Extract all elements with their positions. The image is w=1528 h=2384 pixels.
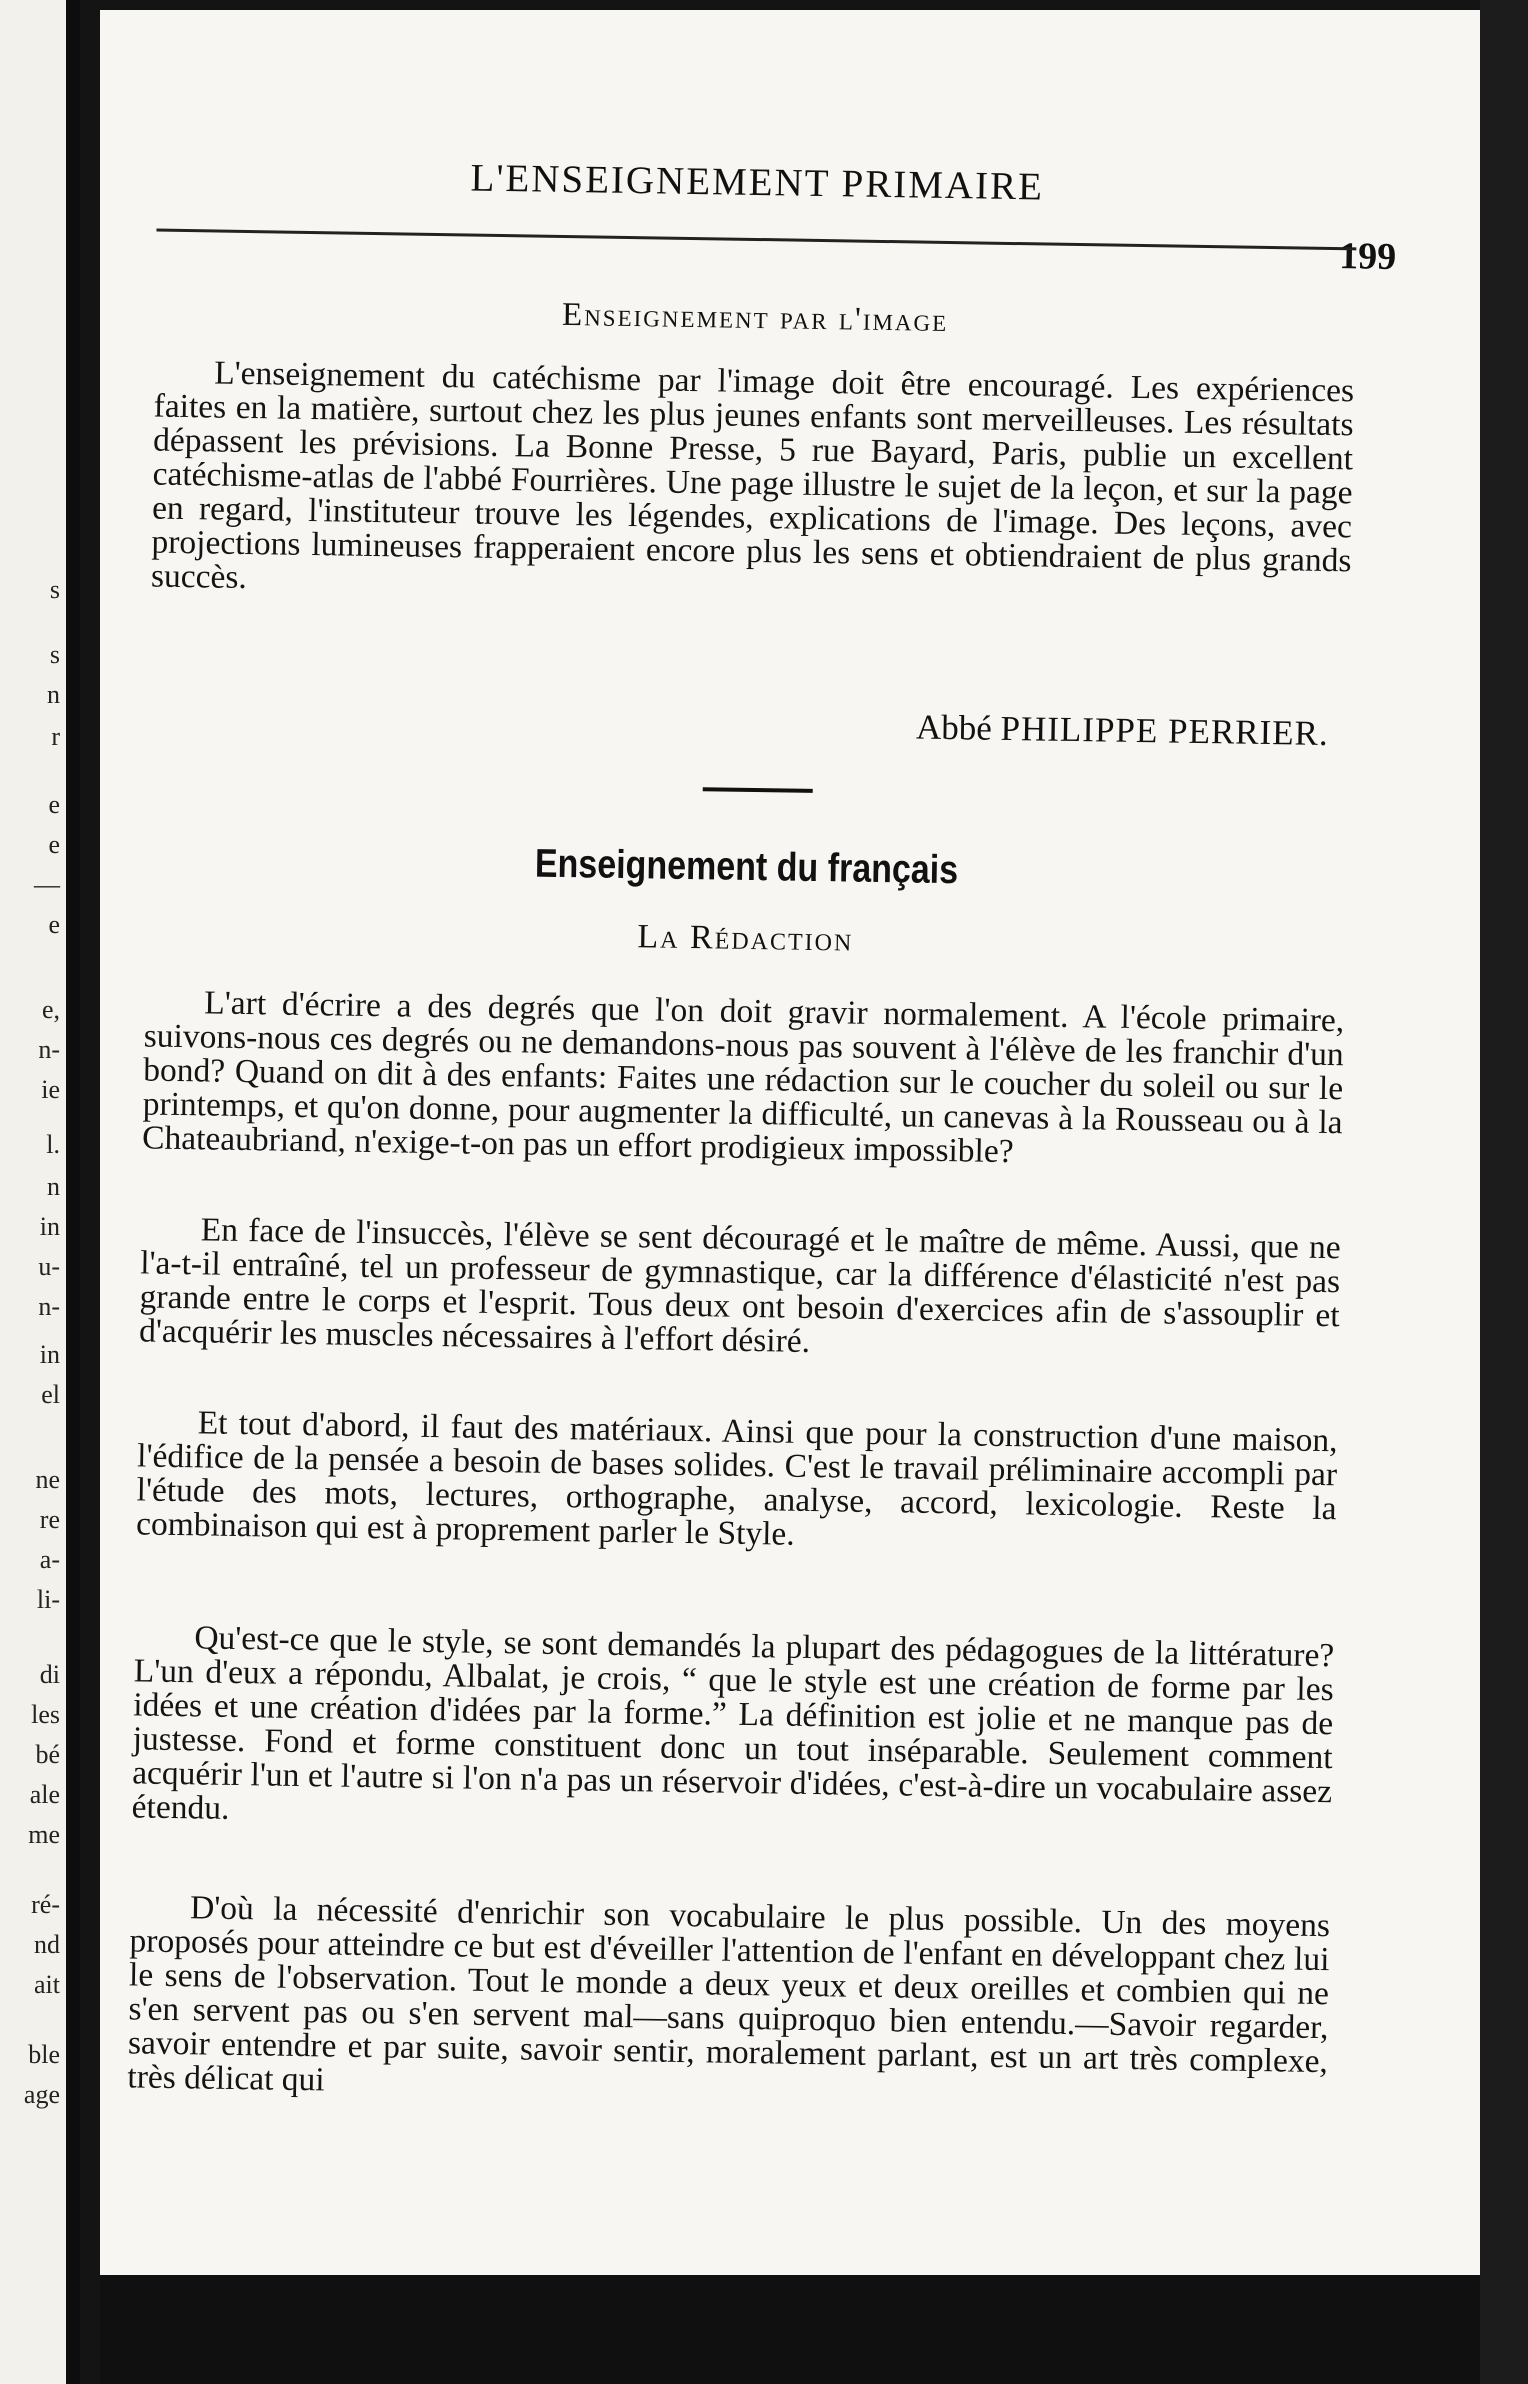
margin-fragment: re bbox=[39, 1505, 60, 1534]
margin-fragment: s bbox=[49, 575, 60, 604]
paragraph-redaction-1: L'art d'écrire a des degrés que l'on doit gravir normalement. A l'école primaire, suivons-nous ces degrés ou ne demandons-nous pas souvent à l'élève de les franchir d'un bond? Quand on dit à des enfants: Faites une rédaction sur le coucher du soleil ou sur le printemps, et qu'on donne, pour augmenter la difficulté, un canevas à la Rousseau ou à la Chateaubriand, n'exige-t-on pas un effort prodigieux impossible? bbox=[141, 984, 1345, 1171]
signature-name: PHILIPPE PERRIER. bbox=[1000, 708, 1330, 754]
paragraph-redaction-5: D'où la nécessité d'enrichir son vocabulaire le plus possible. Un des moyens proposés pour atteindre ce but est d'éveiller l'attention de l'enfant en développant chez lui le sens de l'observation. Tout le monde a deux yeux et deux oreilles et combien qui ne s'en servent pas ou s'en servent mal—sans quiproquo bien entendu.—Savoir regarder, savoir entendre et par suite, savoir sentir, moralement parlant, est un art très complexe, très délicat qui bbox=[127, 1889, 1331, 2099]
section-separator bbox=[703, 787, 813, 793]
margin-fragment: ne bbox=[35, 1465, 60, 1494]
paragraph-redaction-2: En face de l'insuccès, l'élève se sent découragé et le maître de même. Aussi, que ne l'a-t-il entraîné, tel un professeur de gymnastique, car la différence d'élasticité n'est pas grande entre le corps et l'esprit. Tous deux ont besoin d'exercices afin de s'assouplir et d'acquérir les muscles nécessaires à l'effort désiré. bbox=[138, 1211, 1341, 1360]
margin-fragment: e bbox=[48, 830, 60, 859]
previous-page-edge bbox=[0, 0, 80, 2384]
margin-fragment: n bbox=[47, 680, 60, 709]
scan-bottom-shadow bbox=[100, 2275, 1480, 2384]
scan-right-shadow bbox=[1480, 0, 1528, 2384]
margin-fragment: l. bbox=[46, 1130, 60, 1159]
margin-fragment: r bbox=[51, 722, 60, 751]
paragraph-redaction-3: Et tout d'abord, il faut des matériaux. Ainsi que pour la construction d'une maison, l'édifice de la pensée a besoin de bases solides. C'est le travail préliminaire accompli par l'étude des mots, lectures, orthographe, analyse, accord, lexicologie. Reste la combinaison qui est à proprement parler le Style. bbox=[135, 1404, 1338, 1553]
margin-fragment: u- bbox=[38, 1252, 60, 1281]
margin-fragment: age bbox=[23, 2080, 60, 2109]
margin-fragment: in bbox=[39, 1212, 60, 1241]
margin-fragment: di bbox=[39, 1660, 60, 1689]
margin-fragment: n- bbox=[38, 1292, 60, 1321]
margin-fragment: ble bbox=[28, 2040, 60, 2069]
margin-fragment: el bbox=[41, 1380, 60, 1409]
margin-fragment: s bbox=[49, 640, 60, 669]
book-page bbox=[100, 10, 1480, 2275]
section-title-french: Enseignement du français bbox=[534, 841, 959, 893]
margin-fragment: les bbox=[31, 1700, 60, 1729]
margin-fragment: ait bbox=[34, 1970, 60, 1999]
margin-fragment: li- bbox=[36, 1585, 60, 1614]
section-subtitle-redaction: La Rédaction bbox=[637, 918, 854, 959]
margin-fragment: nd bbox=[34, 1930, 60, 1959]
margin-fragment: a- bbox=[39, 1545, 60, 1574]
margin-fragment: — bbox=[34, 870, 60, 899]
running-head: L'ENSEIGNEMENT PRIMAIRE bbox=[470, 156, 1045, 209]
section-title-image: Enseignement par l'image bbox=[561, 296, 949, 339]
signature-prefix: Abbé bbox=[915, 707, 993, 748]
margin-fragment: ré- bbox=[31, 1890, 60, 1919]
margin-fragment: me bbox=[28, 1820, 60, 1849]
margin-fragment: ie bbox=[41, 1075, 60, 1104]
margin-fragment: n bbox=[47, 1172, 60, 1201]
margin-fragment: ale bbox=[29, 1780, 60, 1809]
margin-fragment: e bbox=[48, 790, 60, 819]
margin-fragment: in bbox=[39, 1340, 60, 1369]
margin-fragment: e bbox=[48, 910, 60, 939]
margin-fragment: bé bbox=[35, 1740, 60, 1769]
paragraph-image-teaching: L'enseignement du catéchisme par l'image doit être encouragé. Les expériences faites en la matière, surtout chez les plus jeunes enfants sont merveilleuses. Les résultats dépassent les prévisions. La Bonne Presse, 5 rue Bayard, Paris, publie un excellent catéchisme-atlas de l'abbé Fourrières. Une page illustre le sujet de la leçon, et sur la page en regard, l'instituteur trouve les légendes, explications de l'image. Des leçons, avec projections lumineuses frapperaient encore plus les sens et obtiendraient de plus grands succès. bbox=[150, 354, 1355, 597]
margin-fragment: n- bbox=[38, 1035, 60, 1064]
page-number: 199 bbox=[1338, 235, 1397, 279]
header-rule bbox=[156, 229, 1356, 251]
paragraph-redaction-4: Qu'est-ce que le style, se sont demandés la plupart des pédagogues de la littérature? L'un d'eux a répondu, Albalat, je crois, “ que le style est une création de forme par les idées et une création d'idées par la forme.” La définition est jolie et ne manque pas de justesse. Fond et forme constituent donc un tout inséparable. Seulement comment acquérir l'un et l'autre si l'on n'a pas un réservoir d'idées, c'est-à-dire un vocabulaire assez étendu. bbox=[131, 1619, 1335, 1827]
signature bbox=[916, 708, 1329, 754]
page-content bbox=[124, 10, 1397, 2275]
margin-fragment: e, bbox=[41, 995, 60, 1024]
